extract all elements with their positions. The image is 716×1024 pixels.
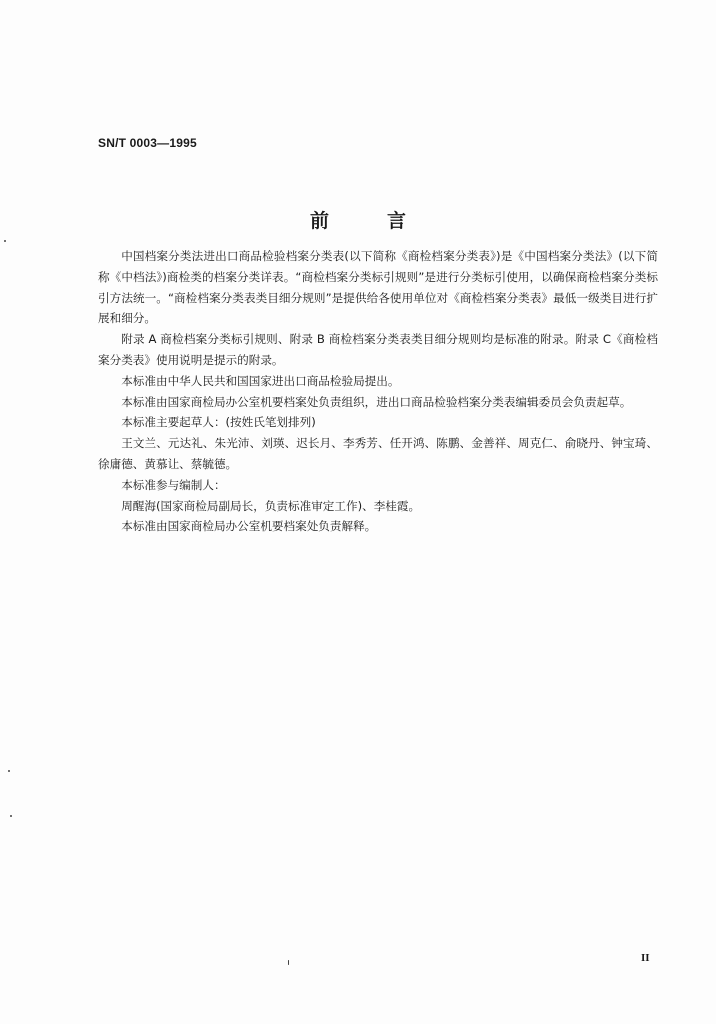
paragraph-interpretation: 本标准由国家商检局办公室机要档案处负责解释。 [121, 519, 377, 534]
paragraph-proposer: 本标准由中华人民共和国国家进出口商品检验局提出。 [121, 373, 400, 388]
paragraph-drafting-org: 本标准由国家商检局办公室机要档案处负责组织，进出口商品检验档案分类表编辑委员会负责起草。 [121, 394, 632, 409]
scan-speck [10, 815, 12, 817]
paragraph-participants-list: 周醒海(国家商检局副局长，负责标准审定工作)、李桂霞。 [121, 498, 421, 513]
paragraph-appendices: 附录 A 商检档案分类标引规则、附录 B 商检档案分类表类目细分规则均是标准的附录。附录 C《商检档案分类表》使用说明是提示的附录。 [98, 332, 658, 367]
page-number: II [641, 952, 650, 964]
paragraph-participants-heading: 本标准参与编制人： [121, 477, 226, 492]
standard-code: SN/T 0003—1995 [98, 136, 197, 150]
scan-speck [4, 240, 6, 242]
scan-speck [288, 960, 289, 965]
page-title: 前言 [309, 210, 464, 232]
preface-body [98, 246, 658, 537]
paragraph-drafters-list: 王文兰、元达礼、朱光沛、刘瑛、迟长月、李秀芳、任开鸿、陈鹏、金善祥、周克仁、俞晓丹、钟宝琦、徐庸德、黄慕让、蔡毓德。 [98, 436, 658, 471]
paragraph-drafters-heading: 本标准主要起草人：(按姓氏笔划排列) [121, 415, 316, 430]
paragraph-intro: 中国档案分类法进出口商品检验档案分类表(以下简称《商检档案分类表》)是《中国档案分类法》(以下简称《中档法》)商检类的档案分类详表。“商检档案分类标引规则”是进行分类标引使用，以确保商检档案分类标引方法统一。“商检档案分类表类目细分规则”是提供给各使用单位对《商检档案分类表》最低一级类目进行扩展和细分。 [98, 249, 658, 326]
scan-speck [8, 770, 10, 772]
